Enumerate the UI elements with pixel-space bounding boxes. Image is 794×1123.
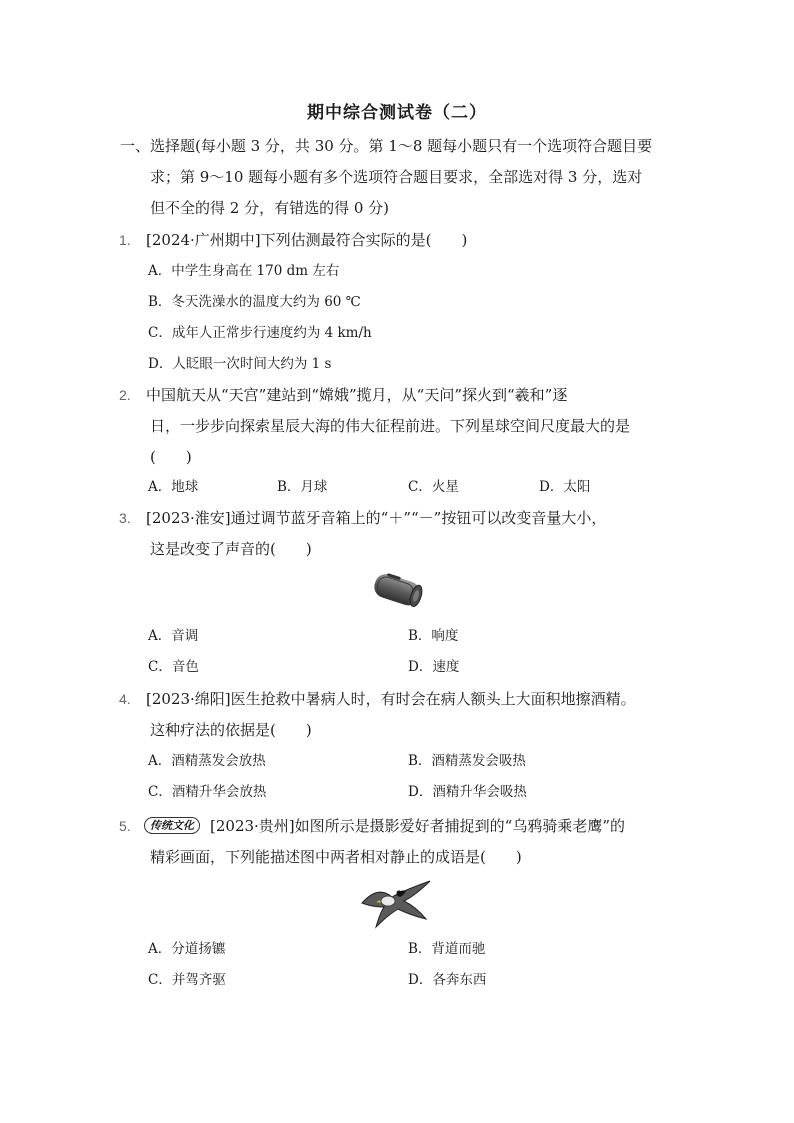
option-a: A．音调 [148, 628, 199, 644]
option-b: B．响度 [408, 628, 459, 644]
question-stem: 这种疗法的依据是( ) [150, 721, 312, 739]
option-a: A．分道扬镳 [148, 941, 226, 957]
option-c: C．火星 [408, 479, 459, 495]
section-heading-line: 一、选择题(每小题 3 分，共 30 分。第 1～8 题每小题只有一个选项符合题目要 [120, 137, 653, 155]
bluetooth-speaker-image [368, 565, 428, 615]
question-number: 2. [119, 387, 131, 403]
question-stem: [2023·淮安]通过调节蓝牙音箱上的“＋”“－”按钮可以改变音量大小， [146, 509, 607, 527]
question-stem: 日，一步步向探索星辰大海的伟大征程前进。下列星球空间尺度最大的是 [150, 417, 631, 435]
option-a: A．酒精蒸发会放热 [148, 753, 266, 769]
traditional-culture-badge: 传统文化 [144, 817, 200, 834]
question-stem: [2023·贵州]如图所示是摄影爱好者捕捉到的“乌鸦骑乘老鹰”的 [210, 817, 625, 835]
option-d: D．各奔东西 [408, 972, 487, 988]
option-b: B．酒精蒸发会吸热 [408, 753, 526, 769]
question-number: 5. [119, 818, 131, 834]
option-a: A．中学生身高在 170 dm 左右 [148, 263, 340, 279]
section-heading-line: 但不全的得 2 分，有错选的得 0 分) [150, 199, 390, 217]
option-d: D．酒精升华会吸热 [408, 784, 527, 800]
option-b: B．月球 [277, 479, 328, 495]
option-a: A．地球 [148, 479, 199, 495]
option-c: C．音色 [148, 659, 199, 675]
question-number: 1. [119, 232, 131, 248]
option-c: C．成年人正常步行速度约为 4 km/h [148, 325, 372, 341]
question-number: 3. [119, 510, 131, 526]
section-heading-line: 求；第 9～10 题每小题有多个选项符合题目要求，全部选对得 3 分，选对 [150, 168, 643, 186]
question-stem: 这是改变了声音的( ) [150, 540, 312, 558]
option-c: C．酒精升华会放热 [148, 784, 267, 800]
question-stem: [2023·绵阳]医生抢救中暑病人时，有时会在病人额头上大面积地擦酒精。 [146, 690, 636, 708]
option-b: B．冬天洗澡水的温度大约为 60 ℃ [148, 294, 361, 310]
page-title: 期中综合测试卷（二） [307, 103, 487, 123]
eagle-crow-image [358, 873, 434, 929]
question-stem: 精彩画面，下列能描述图中两者相对静止的成语是( ) [150, 848, 522, 866]
option-b: B．背道而驰 [408, 941, 486, 957]
option-d: D．太阳 [539, 479, 591, 495]
option-c: C．并驾齐驱 [148, 972, 226, 988]
question-stem: 中国航天从“天宫”建站到“嫦娥”揽月，从“天问”探火到“羲和”逐 [146, 386, 568, 404]
question-stem: [2024·广州期中]下列估测最符合实际的是( ) [146, 231, 468, 249]
question-stem: ( ) [150, 448, 192, 466]
question-number: 4. [119, 691, 131, 707]
option-d: D．人眨眼一次时间大约为 1 s [148, 356, 332, 372]
option-d: D．速度 [408, 659, 460, 675]
